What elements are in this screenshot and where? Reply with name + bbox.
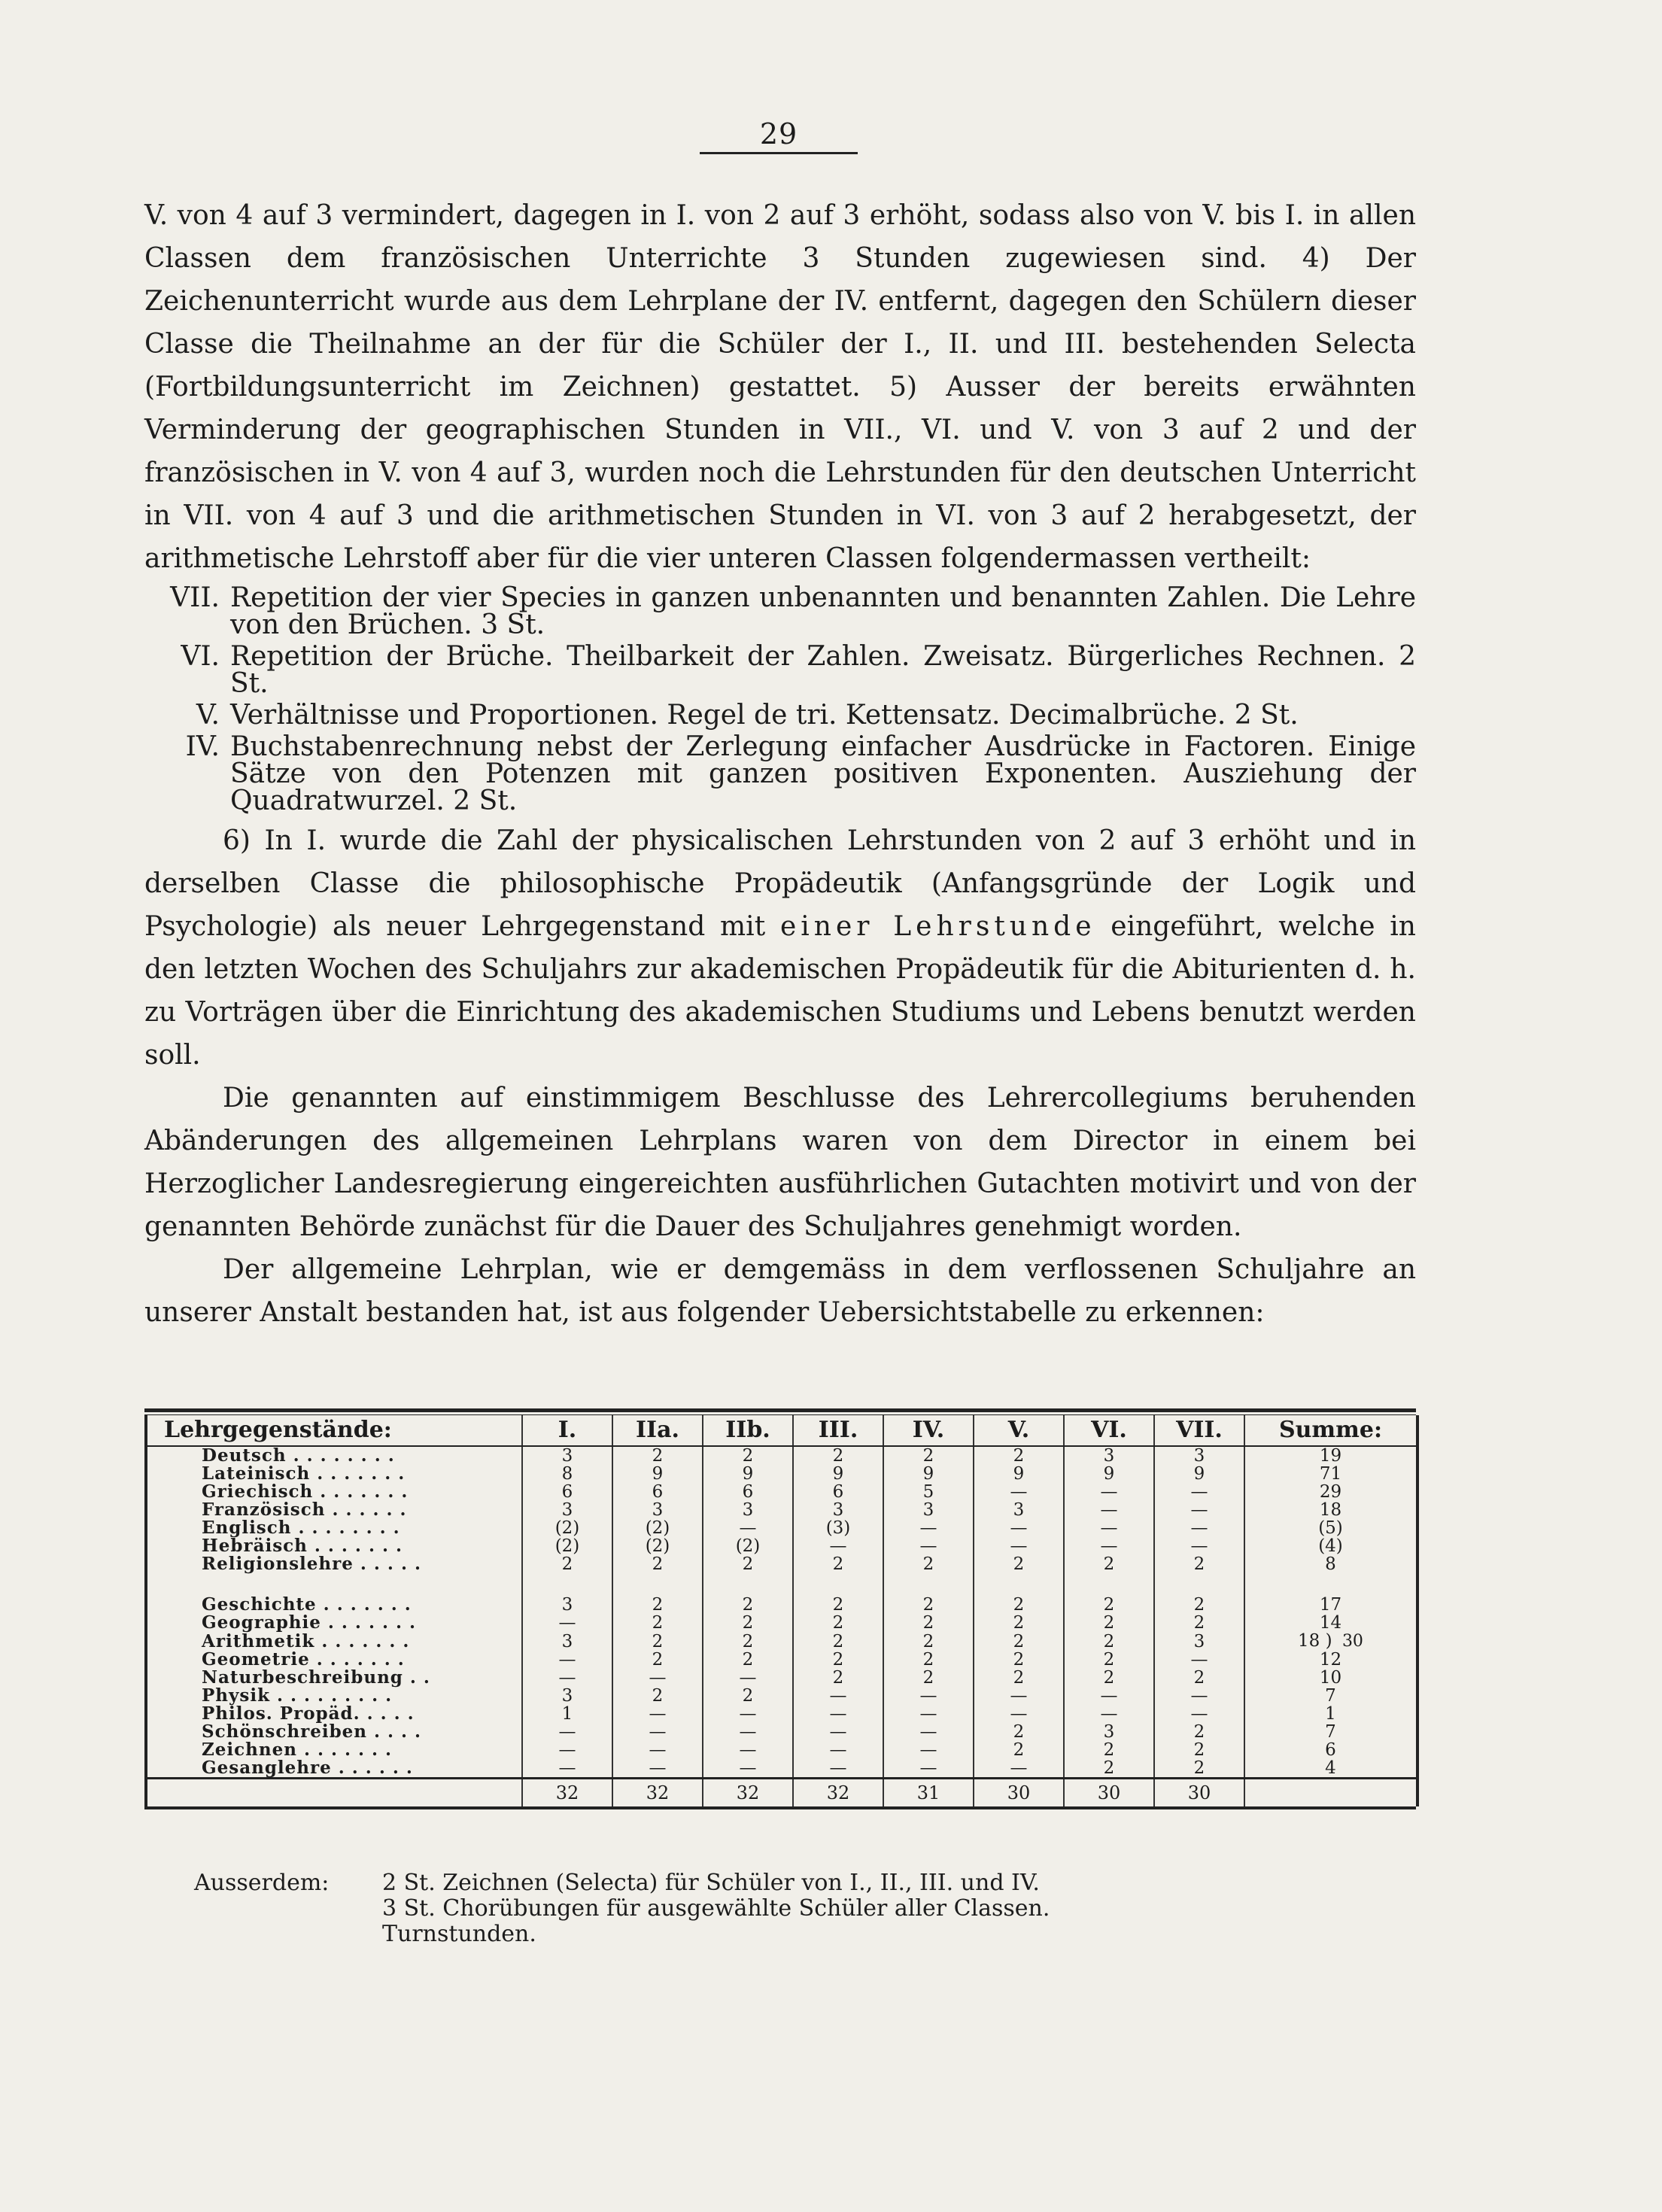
hours-cell [883,1573,974,1596]
hours-cell: 5 [883,1483,974,1501]
hours-cell: 2 [703,1651,793,1669]
table-row [146,1555,1417,1573]
paragraph-approval: Die genannten auf einstimmigem Beschlusse des Lehrercollegiums beruhenden Abänderungen des allgemeinen Lehrplans waren von dem Director in einem bei Herzoglicher Landesregierung eingereichten ausführlichen Gutachten motivirt und von der genannten Behörde zunächst für die Dauer des Schuljahres genehmigt worden. [144,1083,1416,1242]
hours-cell: 2 [1064,1759,1154,1779]
hours-cell: 2 [793,1651,883,1669]
hours-cell: 9 [1064,1465,1154,1483]
hours-cell [1244,1573,1417,1596]
hours-cell [1064,1573,1154,1596]
grade-text: Buchstabenrechnung nebst der Zerlegung einfacher Ausdrücke in Factoren. Einige Sätze von den Potenzen mit ganzen positiven Exponenten. Ausziehung der Quadratwurzel. 2 St. [230,731,1416,816]
hours-cell: — [1064,1705,1154,1723]
hours-cell: — [612,1669,703,1687]
footnote-label: Ausserdem: [194,1870,330,1896]
table-row [146,1465,1417,1483]
footnote-line: 3 St. Chorübungen für ausgewählte Schüler aller Classen. [382,1895,1050,1922]
subject-cell: Geschichte . . . . . . . [202,1594,412,1615]
hours-cell: 2 [703,1446,793,1465]
table-row [146,1446,1417,1465]
hours-cell: 2 [793,1669,883,1687]
hours-cell: 3 [703,1501,793,1519]
hours-cell: 2 [703,1614,793,1632]
hours-cell: — [1154,1705,1244,1723]
grade-item [144,582,1416,640]
hours-cell: 2 [1154,1741,1244,1759]
paragraph-table-intro: Der allgemeine Lehrplan, wie er demgemäss in dem verflossenen Schuljahre an unserer Anstalt bestanden hat, ist aus folgender Uebersichtstabelle zu erkennen: [144,1254,1416,1328]
hours-cell [612,1573,703,1596]
hours-cell: 2 [883,1651,974,1669]
total-cell [1244,1779,1417,1807]
hours-cell: 2 [793,1555,883,1573]
subject-cell: Französisch . . . . . . [202,1499,407,1520]
hours-cell: 14 [1244,1614,1417,1632]
hours-cell: — [1064,1483,1154,1501]
grade-text: Verhältnisse und Proportionen. Regel de tri. Kettensatz. Decimalbrüche. 2 St. [230,700,1299,731]
footnote-line: 2 St. Zeichnen (Selecta) für Schüler von I., II., III. und IV. [382,1870,1040,1896]
hours-cell: 2 [1064,1741,1154,1759]
hours-cell: — [703,1669,793,1687]
hours-cell: 2 [612,1632,703,1651]
hours-cell [793,1573,883,1596]
hours-cell: 2 [1154,1614,1244,1632]
total-cell: 32 [522,1779,612,1807]
body-text [144,194,1416,1334]
grade-text: Repetition der vier Species in ganzen unbenannten und benannten Zahlen. Die Lehre von den Brüchen. 3 St. [230,582,1416,640]
hours-cell: 6 [703,1483,793,1501]
hours-cell: 8 [522,1465,612,1483]
hours-cell: 18 [1244,1501,1417,1519]
header-cell: Lehrgegenstände: [146,1415,522,1446]
hours-cell [1154,1573,1244,1596]
total-cell [146,1779,522,1807]
total-cell: 30 [1154,1779,1244,1807]
table-row [146,1632,1417,1651]
subject-cell: Zeichnen . . . . . . . [202,1740,393,1760]
hours-cell: — [883,1759,974,1779]
hours-cell: 2 [612,1614,703,1632]
hours-cell: — [883,1705,974,1723]
hours-cell: 3 [793,1501,883,1519]
table-row [146,1669,1417,1687]
hours-cell: 2 [974,1741,1064,1759]
hours-cell: — [1064,1519,1154,1537]
table-row [146,1573,1417,1596]
hours-cell: — [974,1705,1064,1723]
subject-cell: Geographie . . . . . . . [202,1612,416,1633]
hours-cell: 2 [612,1446,703,1465]
hours-cell: — [974,1687,1064,1705]
hours-cell: — [974,1483,1064,1501]
hours-cell: 3 [883,1501,974,1519]
hours-cell: 2 [883,1614,974,1632]
table-top-rule [144,1408,1416,1412]
paragraph-rest: eingeführt, welche in den letzten Wochen des Schuljahrs zur akademischen Propädeutik für die Abiturienten d. h. zu Vorträgen über die Einrichtung des akademischen Studiums und Lebens benutzt werden soll. [144,911,1416,1071]
hours-cell: 2 [1154,1669,1244,1687]
footnote [194,1870,1247,1947]
hours-cell: 2 [703,1632,793,1651]
hours-cell: 71 [1244,1465,1417,1483]
hours-cell: — [974,1537,1064,1555]
header-cell: IV. [883,1415,974,1446]
hours-cell: — [522,1614,612,1632]
hours-cell: 2 [974,1555,1064,1573]
hours-cell: 1 [1244,1705,1417,1723]
hours-cell: — [793,1537,883,1555]
hours-cell: 6 [1244,1741,1417,1759]
hours-cell: 9 [1154,1465,1244,1483]
hours-cell: 29 [1244,1483,1417,1501]
hours-cell: 2 [974,1669,1064,1687]
subject-cell: Lateinisch . . . . . . . [202,1463,406,1484]
table-row [146,1705,1417,1723]
hours-cell: 2 [974,1596,1064,1614]
hours-cell [974,1573,1064,1596]
lehrplan-table [144,1415,1419,1806]
hours-cell: 3 [522,1446,612,1465]
hours-cell: 10 [1244,1669,1417,1687]
hours-cell: 4 [1244,1759,1417,1779]
hours-cell: 2 [974,1723,1064,1741]
header-cell: III. [793,1415,883,1446]
hours-cell: 2 [793,1596,883,1614]
combined-sum-note: 30 [1341,1632,1363,1651]
hours-cell: — [793,1759,883,1779]
hours-cell: — [1154,1501,1244,1519]
hours-cell: — [793,1705,883,1723]
hours-cell: 2 [1064,1614,1154,1632]
paragraph-curriculum-changes: V. von 4 auf 3 vermindert, dagegen in I. von 2 auf 3 erhöht, sodass also von V. bis I. in allen Classen dem französischen Unterrichte 3 Stunden zugewiesen sind. 4) Der Zeichenunterricht wurde aus dem Lehrplane der IV. entfernt, dagegen den Schülern dieser Classe die Theilnahme an der für die Schüler der I., II. und III. bestehenden Selecta (Fortbildungsunterricht im Zeichnen) gestattet. 5) Ausser der bereits erwähnten Verminderung der geographischen Stunden in VII., VI. und V. von 3 auf 2 und der französischen in V. von 4 auf 3, wurden noch die Lehrstunden für den deutschen Unterricht in VII. von 4 auf 3 und die arithmetischen Stunden in VI. von 3 auf 2 herabgesetzt, der arithmetische Lehrstoff aber für die vier unteren Classen folgendermassen vertheilt: [144,200,1416,574]
hours-cell: 3 [1064,1723,1154,1741]
hours-cell: — [612,1705,703,1723]
hours-cell: 2 [1064,1669,1154,1687]
table-bottom-rule [144,1806,1416,1809]
footnote-row [194,1922,1247,1947]
footnote-row [194,1870,1247,1896]
hours-cell: — [703,1705,793,1723]
hours-cell: 19 [1244,1446,1417,1465]
hours-cell: 3 [522,1632,612,1651]
hours-cell: 2 [612,1596,703,1614]
hours-cell: — [793,1741,883,1759]
table-row [146,1483,1417,1501]
hours-cell: 2 [883,1555,974,1573]
hours-cell: 3 [1064,1446,1154,1465]
table-row [146,1501,1417,1519]
hours-cell: 2 [1064,1555,1154,1573]
footnote-line: Turnstunden. [382,1921,536,1947]
table-header-row [146,1415,1417,1446]
hours-cell: (2) [522,1519,612,1537]
hours-cell: 2 [1064,1632,1154,1651]
hours-cell: 2 [974,1614,1064,1632]
footnote-row [194,1896,1247,1922]
hours-cell: (2) [612,1519,703,1537]
hours-cell: 6 [612,1483,703,1501]
hours-cell: — [522,1741,612,1759]
table-row [146,1519,1417,1537]
hours-cell: — [703,1741,793,1759]
subject-cell: Arithmetik . . . . . . . [202,1630,410,1651]
paragraph-lead: 6) In I. wurde die Zahl der physicalischen Lehrstunden von 2 auf 3 erhöht und in derselben Classe die philosophische Propädeutik (Anfangsgründe der Logik und Psychologie) als neuer Lehrgegenstand mit [144,825,1416,942]
total-cell: 30 [1064,1779,1154,1807]
hours-cell: (4) [1244,1537,1417,1555]
subject-cell: Deutsch . . . . . . . . [202,1445,395,1466]
table-row [146,1614,1417,1632]
hours-cell: 2 [974,1651,1064,1669]
grade-label: VI. [181,641,220,672]
hours-cell: — [1154,1687,1244,1705]
hours-cell [703,1573,793,1596]
hours-cell: — [883,1519,974,1537]
total-cell: 30 [974,1779,1064,1807]
hours-cell: (2) [703,1537,793,1555]
paragraph-emphasis: einer Lehrstunde [779,911,1096,942]
hours-cell: 9 [793,1465,883,1483]
total-cell: 32 [703,1779,793,1807]
subject-cell: Philos. Propäd. . . . . [202,1703,415,1724]
hours-cell: 3 [974,1501,1064,1519]
hours-cell: 2 [1154,1596,1244,1614]
hours-cell: 7 [1244,1687,1417,1705]
table-total-row [146,1779,1417,1807]
header-cell: IIb. [703,1415,793,1446]
hours-cell: 2 [883,1446,974,1465]
hours-cell: — [1154,1537,1244,1555]
hours-cell: (5) [1244,1519,1417,1537]
hours-cell: — [522,1669,612,1687]
total-cell: 32 [793,1779,883,1807]
header-cell: IIa. [612,1415,703,1446]
hours-cell: 2 [703,1687,793,1705]
grade-item [144,643,1416,697]
table-row [146,1741,1417,1759]
grade-label: IV. [185,731,220,762]
hours-cell: — [883,1687,974,1705]
paragraph-physics-philosophy [144,819,1416,1077]
hours-cell: — [522,1723,612,1741]
table-row [146,1723,1417,1741]
hours-cell: 2 [1154,1759,1244,1779]
table-row [146,1687,1417,1705]
hours-cell: — [1154,1519,1244,1537]
hours-cell: — [883,1723,974,1741]
hours-cell: 3 [522,1501,612,1519]
hours-cell: 7 [1244,1723,1417,1741]
grade-label: VII. [170,582,220,613]
hours-cell: 2 [1064,1651,1154,1669]
grade-text: Repetition der Brüche. Theilbarkeit der Zahlen. Zweisatz. Bürgerliches Rechnen. 2 St. [230,641,1416,699]
hours-cell: 2 [1064,1596,1154,1614]
table-row [146,1759,1417,1779]
hours-cell: 2 [974,1446,1064,1465]
hours-cell: — [883,1741,974,1759]
summe-value: 18 [1298,1631,1320,1651]
hours-cell: 3 [522,1596,612,1614]
hours-cell: — [1154,1651,1244,1669]
hours-cell: — [522,1651,612,1669]
hours-cell: 3 [1154,1632,1244,1651]
hours-cell: — [1064,1501,1154,1519]
hours-cell: 2 [612,1555,703,1573]
hours-cell: — [793,1687,883,1705]
hours-cell: 12 [1244,1651,1417,1669]
hours-cell: — [974,1519,1064,1537]
hours-cell: 2 [883,1632,974,1651]
subject-cell: Gesanglehre . . . . . . [202,1758,413,1778]
total-cell: 31 [883,1779,974,1807]
hours-cell: — [522,1759,612,1779]
hours-cell: (2) [612,1537,703,1555]
grade-item [144,731,1416,816]
hours-cell: 2 [703,1596,793,1614]
subject-cell [146,1573,522,1596]
hours-cell: 2 [612,1687,703,1705]
hours-cell: 2 [974,1632,1064,1651]
hours-cell: 9 [883,1465,974,1483]
hours-cell: 9 [703,1465,793,1483]
subject-cell: Religionslehre . . . . . [202,1554,421,1574]
subject-cell: Physik . . . . . . . . . [202,1685,393,1706]
header-cell: VII. [1154,1415,1244,1446]
hours-cell: 2 [703,1555,793,1573]
hours-cell: 9 [974,1465,1064,1483]
header-cell: I. [522,1415,612,1446]
subject-cell: Hebräisch . . . . . . . [202,1536,403,1556]
hours-cell: — [883,1537,974,1555]
subject-cell: Englisch . . . . . . . . [202,1518,400,1538]
hours-cell: — [612,1723,703,1741]
lehrplan-table-wrapper [144,1408,1416,1809]
hours-cell: 2 [793,1446,883,1465]
total-cell: 32 [612,1779,703,1807]
header-cell: VI. [1064,1415,1154,1446]
arithmetic-grade-list [144,582,1416,816]
hours-cell [522,1573,612,1596]
hours-cell: — [974,1759,1064,1779]
hours-cell: — [1064,1687,1154,1705]
table-row [146,1596,1417,1614]
hours-cell: — [612,1741,703,1759]
hours-cell: 3 [612,1501,703,1519]
table-row [146,1651,1417,1669]
table-row [146,1537,1417,1555]
hours-cell: — [1064,1537,1154,1555]
hours-cell: 6 [522,1483,612,1501]
hours-cell: 2 [1154,1555,1244,1573]
hours-cell: 18 ) 30 [1244,1632,1417,1651]
header-cell: Summe: [1244,1415,1417,1446]
table-body [146,1446,1417,1806]
hours-cell: 2 [612,1651,703,1669]
hours-cell: 3 [1154,1446,1244,1465]
grade-label: V. [196,700,220,731]
subject-cell: Schönschreiben . . . . [202,1721,422,1742]
hours-cell: (3) [793,1519,883,1537]
hours-cell: 3 [522,1687,612,1705]
hours-cell: 2 [883,1669,974,1687]
subject-cell: Griechisch . . . . . . . [202,1481,409,1502]
hours-cell: 2 [793,1614,883,1632]
hours-cell: 2 [1154,1723,1244,1741]
hours-cell: 8 [1244,1555,1417,1573]
hours-cell: — [612,1759,703,1779]
hours-cell: 2 [522,1555,612,1573]
hours-cell: 1 [522,1705,612,1723]
hours-cell: 6 [793,1483,883,1501]
hours-cell: — [703,1759,793,1779]
hours-cell: — [703,1519,793,1537]
subject-cell: Geometrie . . . . . . . [202,1649,405,1670]
hours-cell: — [1154,1483,1244,1501]
hours-cell: — [703,1723,793,1741]
header-cell: V. [974,1415,1064,1446]
hours-cell: — [793,1723,883,1741]
grade-item [144,702,1416,729]
subject-cell: Naturbeschreibung . . [202,1667,430,1688]
hours-cell: 2 [793,1632,883,1651]
page-number: 29 [700,117,858,154]
hours-cell: 17 [1244,1596,1417,1614]
hours-cell: 2 [883,1596,974,1614]
hours-cell: (2) [522,1537,612,1555]
hours-cell: 9 [612,1465,703,1483]
